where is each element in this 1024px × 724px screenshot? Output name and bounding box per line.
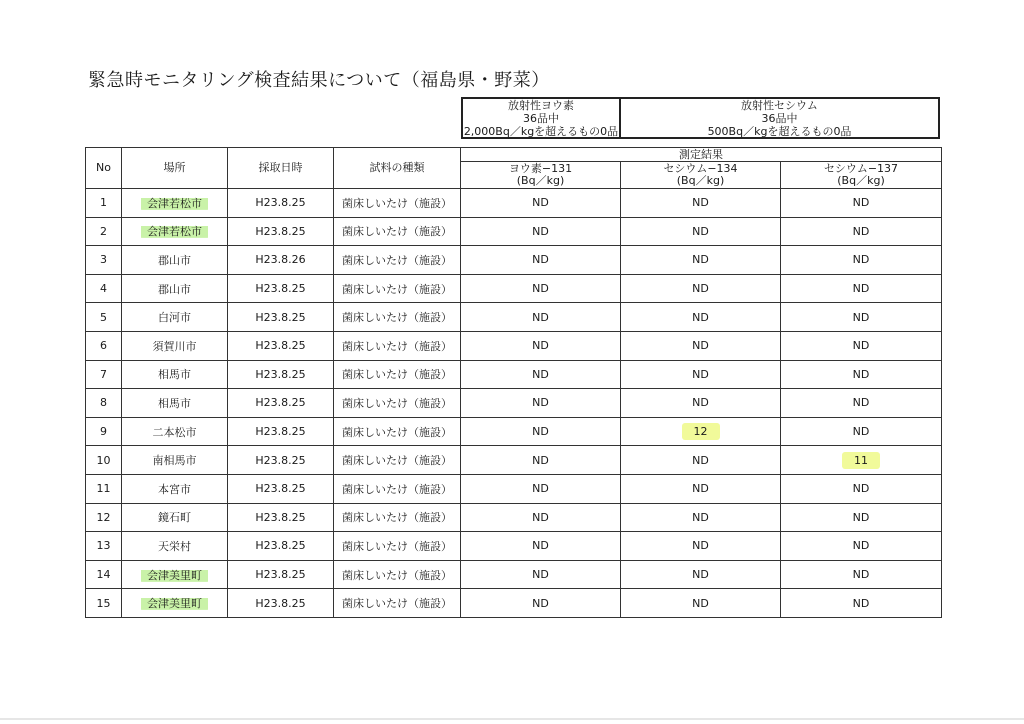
cell-sample-value: 菌床しいたけ（施設） [342,597,452,611]
cell-sample-value: 菌床しいたけ（施設） [342,425,452,439]
cell-cs134-value: ND [692,453,709,467]
cell-date-value: H23.8.26 [255,253,306,267]
cell-cs134 [621,246,781,275]
cell-no-value: 15 [96,596,111,610]
cell-i131 [461,217,621,246]
header-i131-unit: (Bq／kg) [516,174,565,187]
cell-sample [334,474,461,503]
cell-cs137-value: ND [852,367,870,381]
cell-date-value: H23.8.25 [255,310,306,324]
header-place: 場所 [122,148,228,189]
cell-date [228,417,334,446]
cell-cs134-value: ND [692,596,709,610]
cell-place-value: 本宮市 [158,482,191,496]
cell-no-value: 9 [100,425,107,439]
cell-sample-value: 菌床しいたけ（施設） [342,568,452,582]
cell-cs134 [621,560,781,589]
cell-i131 [461,303,621,332]
table-row [86,360,942,389]
cell-sample [334,417,461,446]
cell-cs137-value: ND [852,253,870,267]
cell-i131-value: ND [532,396,549,410]
cell-i131-value: ND [532,224,549,238]
cell-cs137 [781,503,942,532]
cell-place-value: 南相馬市 [152,454,197,468]
cell-no [86,589,122,618]
cell-sample [334,560,461,589]
cell-i131-value: ND [532,339,549,353]
cell-cs134 [621,360,781,389]
header-i131 [461,162,621,189]
cell-sample-value: 菌床しいたけ（施設） [342,253,452,267]
cell-no [86,503,122,532]
header-date: 採取日時 [228,148,334,189]
cell-cs137 [781,274,942,303]
cell-sample [334,303,461,332]
results-body [86,189,942,618]
cell-sample [334,331,461,360]
cell-cs137 [781,389,942,418]
cell-sample [334,589,461,618]
cell-place-value: 白河市 [158,311,191,325]
cell-sample-value: 菌床しいたけ（施設） [342,539,452,553]
header-measurement-group: 測定結果 [461,148,942,162]
header-cs134 [621,162,781,189]
cell-place [122,560,228,589]
iodine-summary-count: 36品中 [523,111,559,125]
cell-date [228,217,334,246]
cell-i131-value: ND [532,367,549,381]
cell-date-value: H23.8.25 [255,339,306,353]
cell-cs137-value: ND [852,196,870,210]
cell-place [122,417,228,446]
cell-i131-value: ND [532,282,549,296]
cell-cs137 [781,532,942,561]
cell-date-value: H23.8.25 [255,224,306,238]
cell-no-value: 3 [100,253,107,267]
cell-place [122,303,228,332]
header-sample: 試料の種類 [334,148,461,189]
cell-cs134-value: ND [692,482,709,496]
cell-place-value: 会津若松市 [141,223,208,240]
cell-date-value: H23.8.25 [255,282,306,296]
cell-cs134-value: ND [692,539,709,553]
cell-sample-value: 菌床しいたけ（施設） [342,196,452,210]
cell-date [228,360,334,389]
results-table [85,147,942,618]
cell-place [122,589,228,618]
cell-no [86,560,122,589]
cell-no [86,303,122,332]
table-row [86,331,942,360]
cell-cs137 [781,303,942,332]
cell-cs134 [621,331,781,360]
cell-cs134-value: ND [692,196,709,210]
cell-date [228,389,334,418]
cell-sample-value: 菌床しいたけ（施設） [342,511,452,525]
cell-i131 [461,246,621,275]
cell-no [86,246,122,275]
cell-i131-value: ND [532,453,549,467]
cell-date-value: H23.8.25 [255,196,306,210]
table-row [86,217,942,246]
cell-sample-value: 菌床しいたけ（施設） [342,454,452,468]
cell-cs137-value: ND [852,425,870,439]
cell-i131 [461,189,621,218]
cell-place-value: 郡山市 [158,253,191,267]
cell-date [228,560,334,589]
cell-place-value: 二本松市 [152,425,197,439]
cell-sample [334,446,461,475]
table-row [86,503,942,532]
cell-sample [334,389,461,418]
cell-i131-value: ND [532,568,549,582]
cell-cs137-value: ND [852,539,870,553]
cell-date-value: H23.8.25 [255,596,306,610]
cell-place [122,474,228,503]
cell-no [86,389,122,418]
cell-cs134-value: ND [692,367,709,381]
table-row [86,474,942,503]
cell-no-value: 10 [96,453,111,467]
header-cs137-unit: (Bq／kg) [837,174,885,187]
cell-date-value: H23.8.25 [255,453,306,467]
cell-i131 [461,446,621,475]
cell-place [122,389,228,418]
cell-date-value: H23.8.25 [255,568,306,582]
cell-sample [334,503,461,532]
cell-cs134 [621,474,781,503]
cell-date [228,246,334,275]
cell-no [86,532,122,561]
cell-sample [334,360,461,389]
cell-sample [334,217,461,246]
cell-date [228,503,334,532]
cell-cs137 [781,331,942,360]
iodine-summary-threshold: 2,000Bq／kgを超えるもの0品 [463,124,619,138]
cell-sample-value: 菌床しいたけ（施設） [342,482,452,496]
cell-i131-value: ND [532,253,549,267]
cell-place [122,246,228,275]
cell-i131-value: ND [532,510,549,524]
table-row [86,589,942,618]
cell-cs134 [621,589,781,618]
table-row [86,274,942,303]
cell-no [86,331,122,360]
cell-cs134 [621,417,781,446]
cell-cs134 [621,532,781,561]
header-cs137 [781,162,942,189]
cell-cs137-value: ND [852,510,870,524]
cell-date-value: H23.8.25 [255,367,306,381]
cell-no-value: 2 [100,224,107,238]
cell-sample-value: 菌床しいたけ（施設） [342,225,452,239]
cell-no-value: 11 [96,482,111,496]
cell-cs137 [781,560,942,589]
cell-sample [334,532,461,561]
cell-date-value: H23.8.25 [255,396,306,410]
cell-i131-value: ND [532,310,549,324]
cell-date [228,532,334,561]
cell-place [122,532,228,561]
cell-cs134-value: ND [692,253,709,267]
cell-date [228,331,334,360]
cell-cs134-value: ND [692,224,709,238]
cell-date-value: H23.8.25 [255,510,306,524]
cell-cs134 [621,389,781,418]
cell-place-value: 会津美里町 [141,595,208,612]
cell-cs134-value: ND [692,339,709,353]
cell-cs134-value: ND [692,510,709,524]
page-title: 緊急時モニタリング検査結果について（福島県・野菜） [88,70,550,91]
table-row [86,417,942,446]
cell-i131-value: ND [532,596,549,610]
cell-date [228,303,334,332]
cell-i131 [461,331,621,360]
cell-cs137 [781,474,942,503]
cesium-summary-label: 放射性セシウム [741,98,818,112]
cell-date-value: H23.8.25 [255,425,306,439]
cell-no-value: 8 [100,396,107,410]
cell-i131 [461,417,621,446]
cell-no-value: 7 [100,367,107,381]
cell-place-value: 天栄村 [158,539,191,553]
cesium-summary-threshold: 500Bq／kgを超えるもの0品 [707,124,852,138]
cell-i131-value: ND [532,196,549,210]
cell-i131 [461,389,621,418]
table-row [86,560,942,589]
cell-i131 [461,503,621,532]
table-row [86,189,942,218]
cell-place-value: 郡山市 [158,282,191,296]
cell-date [228,274,334,303]
cell-i131 [461,589,621,618]
cell-no-value: 4 [100,282,107,296]
cell-place [122,503,228,532]
cell-i131-value: ND [532,482,549,496]
cell-place-value: 会津美里町 [141,567,208,584]
cell-i131 [461,560,621,589]
cell-i131 [461,274,621,303]
cell-cs137-value: ND [852,396,870,410]
cell-cs134 [621,303,781,332]
cell-cs137 [781,217,942,246]
scan-edge-divider [0,718,1024,720]
cell-cs134 [621,503,781,532]
cesium-summary-box [619,97,940,139]
cell-no-value: 13 [96,539,111,553]
cell-cs137 [781,446,942,475]
cell-no-value: 5 [100,310,107,324]
cell-cs134-value: ND [692,396,709,410]
cell-no-value: 14 [96,568,111,582]
header-cs134-unit: (Bq／kg) [676,174,725,187]
cell-place-value: 鏡石町 [158,511,191,525]
table-row [86,532,942,561]
cell-i131-value: ND [532,425,549,439]
cell-place [122,360,228,389]
cell-date [228,446,334,475]
cell-date [228,589,334,618]
cell-cs134-value: ND [692,282,709,296]
cell-cs137-value: ND [852,596,870,610]
cell-no [86,217,122,246]
cell-sample [334,189,461,218]
cell-place-value: 相馬市 [158,368,191,382]
cell-no-value: 6 [100,339,107,353]
cell-place [122,446,228,475]
cell-cs137-value: 11 [842,452,880,469]
cell-no [86,274,122,303]
cell-place [122,331,228,360]
table-row [86,246,942,275]
cell-cs134 [621,217,781,246]
cell-i131 [461,360,621,389]
cell-cs134-value: ND [692,310,709,324]
cell-cs137-value: ND [852,282,870,296]
cesium-summary-count: 36品中 [761,111,798,125]
cell-date [228,474,334,503]
cell-cs137 [781,246,942,275]
cell-cs134-value: 12 [682,423,720,440]
cell-sample [334,246,461,275]
table-row [86,303,942,332]
iodine-summary-box [461,97,621,139]
cell-no [86,446,122,475]
cell-cs137-value: ND [852,339,870,353]
cell-cs137 [781,417,942,446]
cell-no-value: 1 [100,196,107,210]
cell-place [122,217,228,246]
cell-sample-value: 菌床しいたけ（施設） [342,396,452,410]
cell-date-value: H23.8.25 [255,539,306,553]
cell-cs137 [781,189,942,218]
cell-cs137-value: ND [852,224,870,238]
cell-no [86,417,122,446]
header-cs137-label: セシウム−137 [823,162,899,175]
cell-sample-value: 菌床しいたけ（施設） [342,339,452,353]
cell-sample-value: 菌床しいたけ（施設） [342,311,452,325]
cell-date [228,189,334,218]
table-row [86,389,942,418]
header-no: No [86,148,122,189]
cell-date-value: H23.8.25 [255,482,306,496]
cell-sample-value: 菌床しいたけ（施設） [342,368,452,382]
cell-no [86,474,122,503]
cell-place-value: 相馬市 [158,396,191,410]
cell-cs137-value: ND [852,568,870,582]
cell-no [86,189,122,218]
header-cs134-label: セシウム−134 [663,162,738,175]
cell-cs134 [621,274,781,303]
cell-cs134 [621,189,781,218]
header-i131-label: ヨウ素−131 [508,162,573,175]
cell-no [86,360,122,389]
cell-sample-value: 菌床しいたけ（施設） [342,282,452,296]
cell-i131 [461,532,621,561]
cell-no-value: 12 [96,510,111,524]
cell-place-value: 会津若松市 [141,195,208,212]
cell-cs137-value: ND [852,482,870,496]
cell-place [122,274,228,303]
cell-cs134 [621,446,781,475]
cell-place-value: 須賀川市 [152,339,197,353]
cell-cs137 [781,589,942,618]
cell-cs134-value: ND [692,568,709,582]
cell-place [122,189,228,218]
cell-cs137-value: ND [852,310,870,324]
table-row [86,446,942,475]
cell-sample [334,274,461,303]
cell-cs137 [781,360,942,389]
iodine-summary-label: 放射性ヨウ素 [508,98,574,112]
cell-i131 [461,474,621,503]
cell-i131-value: ND [532,539,549,553]
